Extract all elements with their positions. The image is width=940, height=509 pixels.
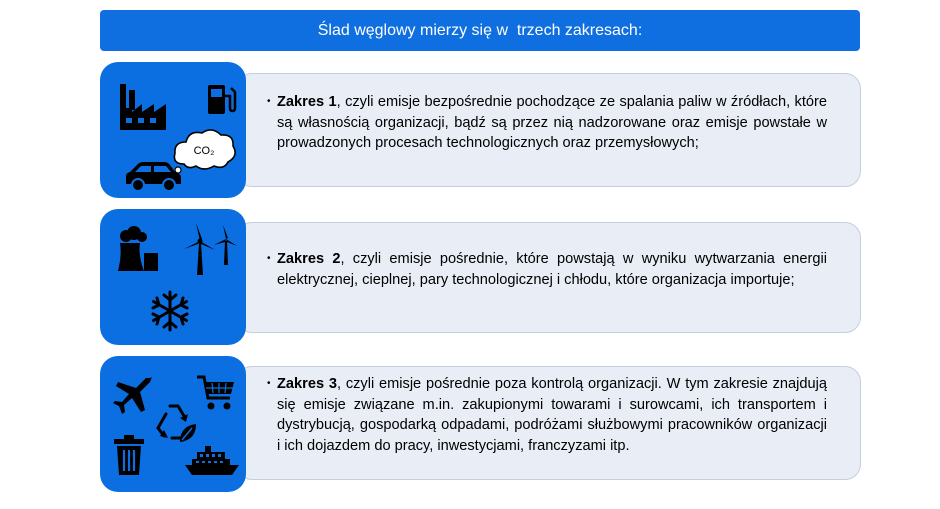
ship-icon bbox=[184, 444, 240, 476]
scope-1-description: , czyli emisje bezpośrednie pochodzące ze spalania paliw w źródłach, które są własnością organizacji, bądź są przez nią nadzorowane oraz emisje powstałe w prowadzonych procesach technologicznych oraz przemysłowych; bbox=[277, 94, 827, 151]
snowflake-icon bbox=[148, 289, 192, 333]
shopping-cart-icon bbox=[196, 374, 236, 412]
scope-2-name: Zakres 2 bbox=[277, 251, 341, 267]
factory-icon bbox=[118, 80, 168, 132]
power-plant-icon bbox=[110, 225, 160, 273]
wind-turbine-icon bbox=[182, 221, 240, 277]
car-icon bbox=[122, 158, 184, 192]
scope-2-text: • Zakres 2, czyli emisje pośrednie, które powstają w wyniku wytwarzania energii elektrycznej, cieplnej, pary technologicznej i chłodu, które organizacja importuje; bbox=[267, 251, 827, 288]
scope-2-description: , czyli emisje pośrednie, które powstają w wyniku wytwarzania energii elektrycznej, cieplnej, pary technologicznej i chłodu, które organizacja importuje; bbox=[277, 251, 827, 288]
scope-3-icon-panel bbox=[100, 356, 246, 492]
trash-bin-icon bbox=[112, 434, 146, 476]
scope-1-icon-panel bbox=[100, 62, 246, 198]
scope-3-text: • Zakres 3, czyli emisje pośrednie poza kontrolą organizacji. W tym zakresie znajdują się emisje związane m.in. zakupionymi towarami i surowcami, ich transportem i dystrybucją, gospodarką odpadami, podróżami służbowymi pracowników organizacji i ich dojazdem do pracy, inwestycjami, franczyzami itp. bbox=[267, 376, 827, 454]
fuel-pump-icon bbox=[204, 82, 238, 116]
airplane-icon bbox=[112, 374, 154, 416]
scope-1-text: • Zakres 1, czyli emisje bezpośrednie pochodzące ze spalania paliw w źródłach, które są własnością organizacji, bądź są przez nią nadzorowane oraz emisje powstałe w prowadzonych procesach technologicznych oraz przemysłowych; bbox=[267, 94, 827, 151]
scope-2-icon-panel bbox=[100, 209, 246, 345]
scope-1-name: Zakres 1 bbox=[277, 94, 337, 110]
diagram-title: Ślad węglowy mierzy się w trzech zakresach: bbox=[100, 10, 860, 51]
scope-3-name: Zakres 3 bbox=[277, 376, 337, 392]
scope-3-description: , czyli emisje pośrednie poza kontrolą organizacji. W tym zakresie znajdują się emisje związane m.in. zakupionymi towarami i surowcami, ich transportem i dystrybucją, gospodarką odpadami, podróżami służbowymi pracowników organizacji i ich dojazdem do pracy, inwestycjami, franczyzami itp. bbox=[277, 376, 827, 454]
co2-label: CO₂ bbox=[193, 145, 215, 157]
recycle-icon bbox=[150, 400, 202, 446]
